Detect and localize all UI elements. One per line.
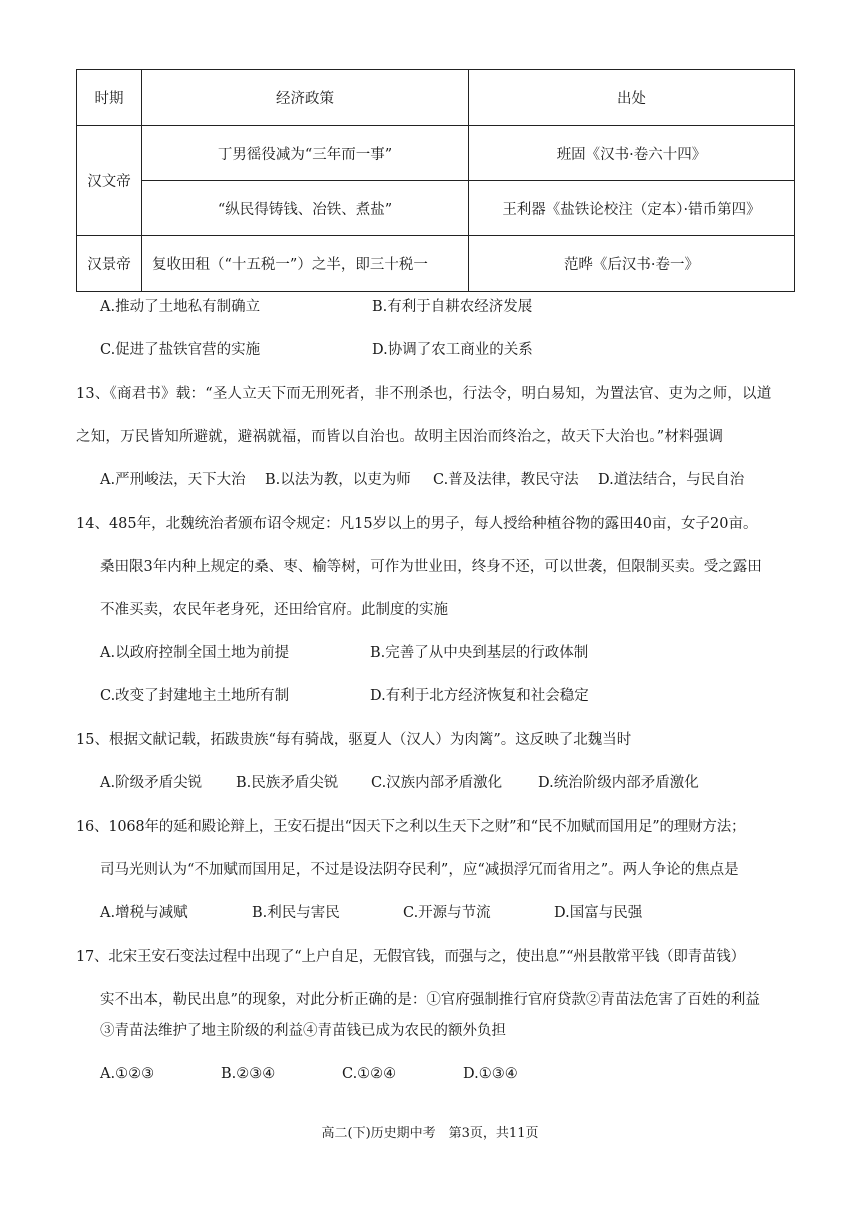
q15-option-a: A.阶级矛盾尖锐: [100, 775, 203, 791]
q16-option-c: C.开源与节流: [403, 905, 491, 921]
q13-option-d: D.道法结合，与民自治: [598, 472, 745, 488]
q17-option-a: A.①②③: [100, 1066, 155, 1082]
q14-stem-line: 不准买卖，农民年老身死，还田给官府。此制度的实施: [100, 602, 448, 618]
q15-option-d: D.统治阶级内部矛盾激化: [538, 775, 699, 791]
q13-stem-line: 13、《商君书》载：“圣人立天下而无刑死者，非不刑杀也，行法令，明白易知，为置法官、吏为之师，以道: [76, 386, 772, 402]
q13-option-b: B.以法为教，以吏为师: [265, 472, 411, 488]
table-header-period: 时期: [77, 70, 142, 126]
table-header-policy: 经济政策: [142, 70, 469, 126]
q16-stem-line: 16、1068年的延和殿论辩上，王安石提出“因天下之利以生天下之财”和“民不加赋而国用足”的理财方法；: [76, 819, 746, 835]
table-cell-period: 汉文帝: [77, 126, 142, 236]
q17-option-d: D.①③④: [463, 1066, 518, 1082]
q16-option-b: B.利民与害民: [252, 905, 340, 921]
q12-option-d: D.协调了农工商业的关系: [372, 342, 533, 358]
q15-option-c: C.汉族内部矛盾激化: [371, 775, 503, 791]
q15-option-b: B.民族矛盾尖锐: [236, 775, 339, 791]
q13-option-c: C.普及法律，教民守法: [433, 472, 579, 488]
q12-option-a: A.推动了土地私有制确立: [100, 299, 261, 315]
q12-option-b: B.有利于自耕农经济发展: [372, 299, 533, 315]
table-cell-period: 汉景帝: [77, 236, 142, 292]
q17-option-b: B.②③④: [221, 1066, 276, 1082]
q17-option-c: C.①②④: [342, 1066, 397, 1082]
q14-option-c: C.改变了封建地主土地所有制: [100, 688, 290, 704]
q12-option-c: C.促进了盐铁官营的实施: [100, 342, 261, 358]
q14-option-b: B.完善了从中央到基层的行政体制: [370, 645, 589, 661]
policy-table: [76, 69, 795, 292]
q17-stem-line: 17、北宋王安石变法过程中出现了“上户自足，无假官钱，而强与之，使出息”“州县散常平钱（即青苗钱）: [76, 949, 745, 965]
q16-option-d: D.国富与民强: [554, 905, 643, 921]
q14-stem-line: 14、485年，北魏统治者颁布诏令规定：凡15岁以上的男子，每人授给种植谷物的露田40亩，女子20亩。: [76, 516, 758, 532]
q14-option-d: D.有利于北方经济恢复和社会稳定: [370, 688, 589, 704]
table-cell-source: 王利器《盐铁论校注（定本）·错币第四》: [469, 181, 795, 236]
q16-stem-line: 司马光则认为“不加赋而国用足，不过是设法阴夺民利”，应“减损浮冗而省用之”。两人争论的焦点是: [100, 862, 739, 878]
table-cell-source: 范晔《后汉书·卷一》: [469, 236, 795, 292]
q16-option-a: A.增税与减赋: [100, 905, 188, 921]
table-cell-policy: 复收田租（“十五税一”）之半，即三十税一: [142, 236, 469, 292]
q17-stem-line: ③青苗法维护了地主阶级的利益④青苗钱已成为农民的额外负担: [100, 1023, 506, 1039]
table-cell-policy: 丁男徭役减为“三年而一事”: [142, 126, 469, 181]
q14-stem-line: 桑田限3年内种上规定的桑、枣、榆等树，可作为世业田，终身不还，可以世袭，但限制买卖。受之露田: [100, 559, 762, 575]
table-header-source: 出处: [469, 70, 795, 126]
q13-stem-line: 之知，万民皆知所避就，避祸就福，而皆以自治也。故明主因治而终治之，故天下大治也。”材料强调: [76, 429, 724, 445]
table-cell-policy: “纵民得铸钱、冶铁、煮盐”: [142, 181, 469, 236]
page-footer: 高二(下)历史期中考 第3页，共11页: [321, 1126, 539, 1141]
table-cell-source: 班固《汉书·卷六十四》: [469, 126, 795, 181]
q15-stem-line: 15、根据文献记载，拓跋贵族“每有骑战，驱夏人（汉人）为肉篱”。这反映了北魏当时: [76, 732, 632, 748]
q13-option-a: A.严刑峻法，天下大治: [100, 472, 246, 488]
q14-option-a: A.以政府控制全国土地为前提: [100, 645, 290, 661]
q17-stem-line: 实不出本，勒民出息”的现象，对此分析正确的是：①官府强制推行官府贷款②青苗法危害了百姓的利益: [100, 992, 760, 1008]
